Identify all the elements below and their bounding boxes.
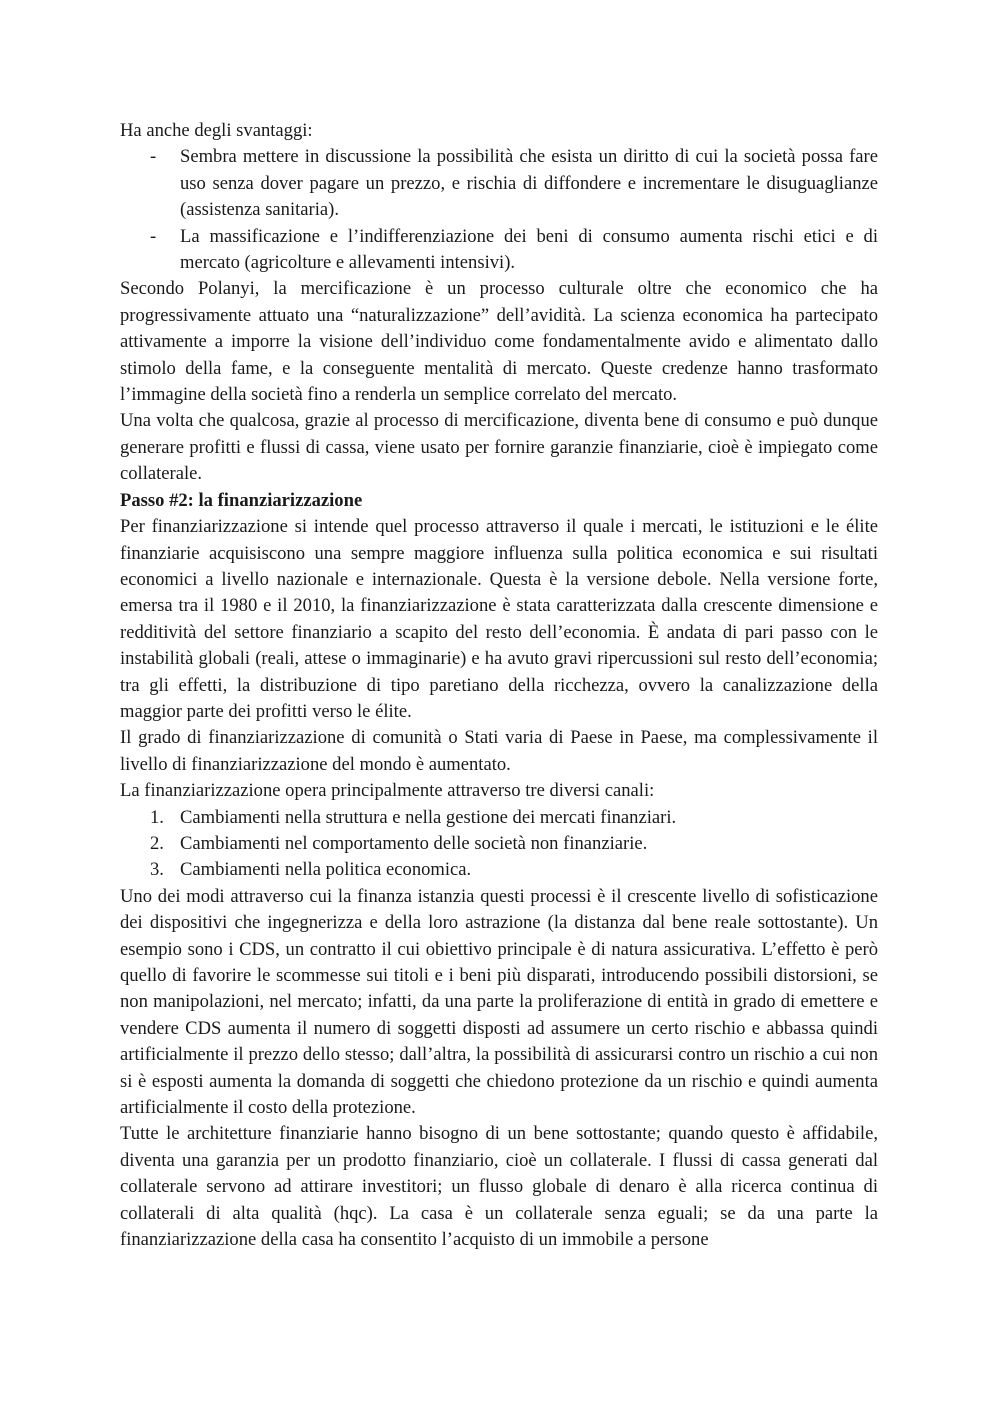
number-marker: 2. [150,832,164,854]
number-marker: 3. [150,859,164,881]
dash-marker: - [150,146,157,168]
dash-marker: - [150,225,157,247]
list-item-text: Cambiamenti nella struttura e nella gestione dei mercati finanziari. [180,806,677,828]
channels-list [120,805,878,884]
paragraph-cds: Uno dei modi attraverso cui la finanza istanzia questi processi è il crescente livello di sofisticazione dei dispositivi che ingegnerizza e della loro astrazione (la distanza dal bene reale sottostante). Un esempio sono i CDS, un contratto il cui obiettivo principale è di natura assicurativa. L’effetto è però quello di favorire le scommesse sui titoli e i beni più disparati, introducendo possibili distorsioni, se non manipolazioni, nel mercato; infatti, da una parte la proliferazione di entità in grado di emettere e vendere CDS aumenta il numero di soggetti disposti ad assumere un certo rischio e abbassa quindi artificialmente il prezzo dello stesso; dall’altra, la possibilità di assicurarsi contro un rischio a cui non si è esposti aumenta la domanda di soggetti che chiedono protezione da un rischio e quindi aumenta artificialmente il costo della protezione. [120,885,878,1119]
paragraph-degree: Il grado di finanziarizzazione di comunità o Stati varia di Paese in Paese, ma complessivamente il livello di finanziarizzazione del mondo è aumentato. [120,727,878,775]
list-item-text: Sembra mettere in discussione la possibilità che esista un diritto di cui la società possa fare uso senza dover pagare un prezzo, e rischia di diffondere e incrementare le disuguaglianze (assistenza sanitaria). [180,146,878,221]
paragraph-definition: Per finanziarizzazione si intende quel processo attraverso il quale i mercati, le istituzioni e le élite finanziarie acquisiscono una sempre maggiore influenza sulla politica economica e sui risultati economici a livello nazionale e internazionale. Questa è la versione debole. Nella versione forte, emersa tra il 1980 e il 2010, la finanziarizzazione è stata caratterizzata dalla crescente dimensione e redditività del settore finanziario a scapito del resto dell’economia. È andata di pari passo con le instabilità globali (reali, attese o immaginarie) e ha avuto gravi ripercussioni sul resto dell’economia; tra gli effetti, la distribuzione di tipo paretiano della ricchezza, ovvero la canalizzazione della maggior parte dei profitti verso le élite. [120,516,878,722]
paragraph-polanyi: Secondo Polanyi, la mercificazione è un processo culturale oltre che economico che ha progressivamente attuato una “naturalizzazione” dell’avidità. La scienza economica ha partecipato attivamente a imporre la visione dell’individuo come fondamentalmente avido e alimentato dallo stimolo della fame, e la conseguente mentalità di mercato. Queste credenze hanno trasformato l’immagine della società fino a renderla un semplice correlato del mercato. [120,278,878,406]
disadvantages-list [120,144,878,276]
paragraph-channels-intro: La finanziarizzazione opera principalmente attraverso tre diversi canali: [120,780,655,802]
list-item-text: Cambiamenti nella politica economica. [180,859,472,881]
paragraph-architectures: Tutte le architetture finanziarie hanno bisogno di un bene sottostante; quando questo è affidabile, diventa una garanzia per un prodotto finanziario, cioè un collaterale. I flussi di cassa generati dal collaterale servono ad attirare investitori; un flusso globale di denaro è alla ricerca continua di collaterali di alta qualità (hqc). La casa è un collaterale senza eguali; se da una parte la finanziarizzazione della casa ha consentito l’acquisto di un immobile a persone [120,1123,878,1251]
intro-line: Ha anche degli svantaggi: [120,120,313,141]
list-item [120,224,878,277]
list-item [120,144,878,223]
list-item-text: Cambiamenti nel comportamento delle società non finanziarie. [180,832,648,854]
list-item [120,805,878,831]
paragraph-collateral: Una volta che qualcosa, grazie al processo di mercificazione, diventa bene di consumo e può dunque generare profitti e flussi di cassa, viene usato per fornire garanzie finanziarie, cioè è impiegato come collaterale. [120,410,878,485]
list-item [120,857,878,883]
section-heading: Passo #2: la finanziarizzazione [120,489,363,511]
list-item [120,831,878,857]
list-item-text: La massificazione e l’indifferenziazione dei beni di consumo aumenta rischi etici e di mercato (agricolture e allevamenti intensivi). [180,225,878,274]
document-page [120,118,878,1253]
number-marker: 1. [150,806,164,828]
